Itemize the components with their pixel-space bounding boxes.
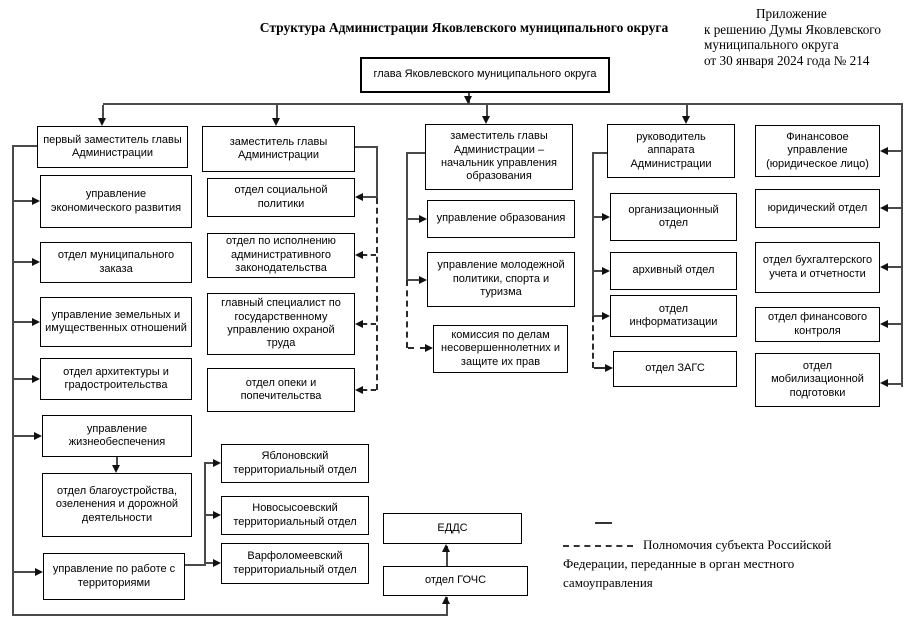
org-box-minors-commission: комиссия по делам несовершеннолетних и защите их прав [433,325,568,373]
arrowhead-right [213,511,221,519]
org-box-first-deputy-head: первый заместитель главы Администрации [37,126,188,168]
org-box-staff-head: руководитель аппарата Администрации [607,124,735,178]
org-box-informatization: отдел информатизации [610,295,737,337]
appendix-note [704,6,914,68]
org-box-education: управление образования [427,200,575,238]
arrowhead-right [425,344,433,352]
connector-feed [886,323,901,325]
connector-feed [886,266,901,268]
appendix-line: муниципального округа [704,37,839,52]
org-box-yablonovsky-territorial: Яблоновский территориальный отдел [221,444,369,483]
connector-feed-dashed [362,254,376,256]
arrowhead-right [602,213,610,221]
connector-feed-dashed [362,323,376,325]
org-box-youth-policy: управление молодежной политики, спорта и туризма [427,252,575,307]
org-box-head-of-district: глава Яковлевского муниципального округа [360,57,610,93]
arrowhead-down [112,465,120,473]
connector-feed [14,378,33,380]
arrowhead-down [464,96,472,104]
org-box-administrative-law: отдел по исполнению административного законодательства [207,233,355,278]
arrowhead-left [355,193,363,201]
org-box-accounting: отдел бухгалтерского учета и отчетности [755,242,880,293]
page-title: Структура Администрации Яковлевского муниципального округа [259,20,669,35]
connector-rail-col1 [12,145,14,616]
org-box-territories: управление по работе с территориями [43,553,185,600]
arrowhead-right [35,568,43,576]
connector-rail-col3 [406,152,408,280]
arrowhead-left [355,386,363,394]
arrowhead-right [419,276,427,284]
arrowhead-right [32,197,40,205]
legend-dashed-line [563,545,633,547]
arrowhead-up [442,596,450,604]
connector-feed [886,150,901,152]
org-box-architecture: отдел архитектуры и градостроительства [40,358,192,400]
arrowhead-right [419,215,427,223]
connector-rail-col4-dashed [592,316,594,368]
arrowhead-right [602,267,610,275]
org-box-finance-department: Финансовое управление (юридическое лицо) [755,125,880,177]
connector-stub [12,145,37,147]
connector-rail-col2 [376,146,378,198]
org-box-archive: архивный отдел [610,252,737,290]
arrowhead-down [482,116,490,124]
org-box-labor-protection: главный специалист по государственному управлению охраной труда [207,293,355,355]
appendix-line: от 30 января 2024 года № 214 [704,52,870,68]
connector-feed [14,571,36,573]
connector-rail-col2-dashed [376,198,378,390]
org-box-edds: ЕДДС [383,513,522,544]
connector-stub [593,152,607,154]
connector-feed [886,207,901,209]
org-box-zags: отдел ЗАГС [613,351,737,387]
org-box-economic-development: управление экономического развития [40,175,192,228]
org-box-varfolomeevsky-territorial: Варфоломеевский территориальный отдел [221,543,369,584]
org-box-legal: юридический отдел [755,189,880,228]
appendix-line: к решению Думы Яковлевского [704,21,881,37]
arrowhead-left [880,204,888,212]
arrowhead-left [880,263,888,271]
arrowhead-left [880,320,888,328]
connector-feed [886,383,901,385]
connector-feed-dashed [594,367,605,369]
connector-feed [361,196,376,198]
org-box-life-support: управление жизнеобеспечения [42,415,192,457]
org-box-organizational: организационный отдел [610,193,737,241]
arrowhead-down [272,118,280,126]
org-box-municipal-order: отдел муниципального заказа [40,242,192,283]
arrowhead-down [98,118,106,126]
legend-solid-line [595,522,612,524]
org-box-novosysoevsky-territorial: Новосысоевский территориальный отдел [221,496,369,535]
arrowhead-right [32,258,40,266]
arrowhead-left [880,147,888,155]
arrowhead-right [34,432,42,440]
connector-bottom-run [12,614,448,616]
connector-feed-dashed [408,347,426,349]
arrowhead-left [355,320,363,328]
connector-stub [406,152,425,154]
appendix-line: Приложение [756,6,827,21]
connector-feed [14,435,35,437]
legend [563,536,863,593]
connector-rail-col3-dashed [406,280,408,348]
org-box-landscaping: отдел благоустройства, озеленения и дорожной деятельности [42,473,192,537]
org-box-financial-control: отдел финансового контроля [755,307,880,342]
arrowhead-down [682,116,690,124]
connector-rail-col5 [901,103,903,387]
connector-feed [14,200,33,202]
org-box-deputy-head-education: заместитель главы Администрации – начальник управления образования [425,124,573,190]
org-box-gochs: отдел ГОЧС [383,566,528,596]
org-box-deputy-head: заместитель главы Администрации [202,126,355,172]
arrowhead-right [213,459,221,467]
arrowhead-right [32,318,40,326]
org-box-guardianship: отдел опеки и попечительства [207,368,355,412]
legend-label: Полномочия субъекта Российской Федерации, переданные в орган местного самоуправления [563,537,832,590]
arrowhead-right [605,364,613,372]
arrowhead-up [442,544,450,552]
arrowhead-right [213,559,221,567]
org-box-mobilization: отдел мобилизационной подготовки [755,353,880,407]
connector-rail-col4 [592,152,594,316]
connector-stub [355,146,378,148]
org-box-social-policy: отдел социальной политики [207,178,355,217]
arrowhead-right [32,375,40,383]
connector-feed [14,261,33,263]
connector-feed [14,321,33,323]
arrowhead-left [355,251,363,259]
arrowhead-left [880,379,888,387]
connector-stub [185,564,205,566]
org-box-land-property: управление земельных и имущественных отношений [40,297,192,347]
connector-top-spine [103,103,903,105]
connector-feed-dashed [362,389,376,391]
arrowhead-right [602,312,610,320]
